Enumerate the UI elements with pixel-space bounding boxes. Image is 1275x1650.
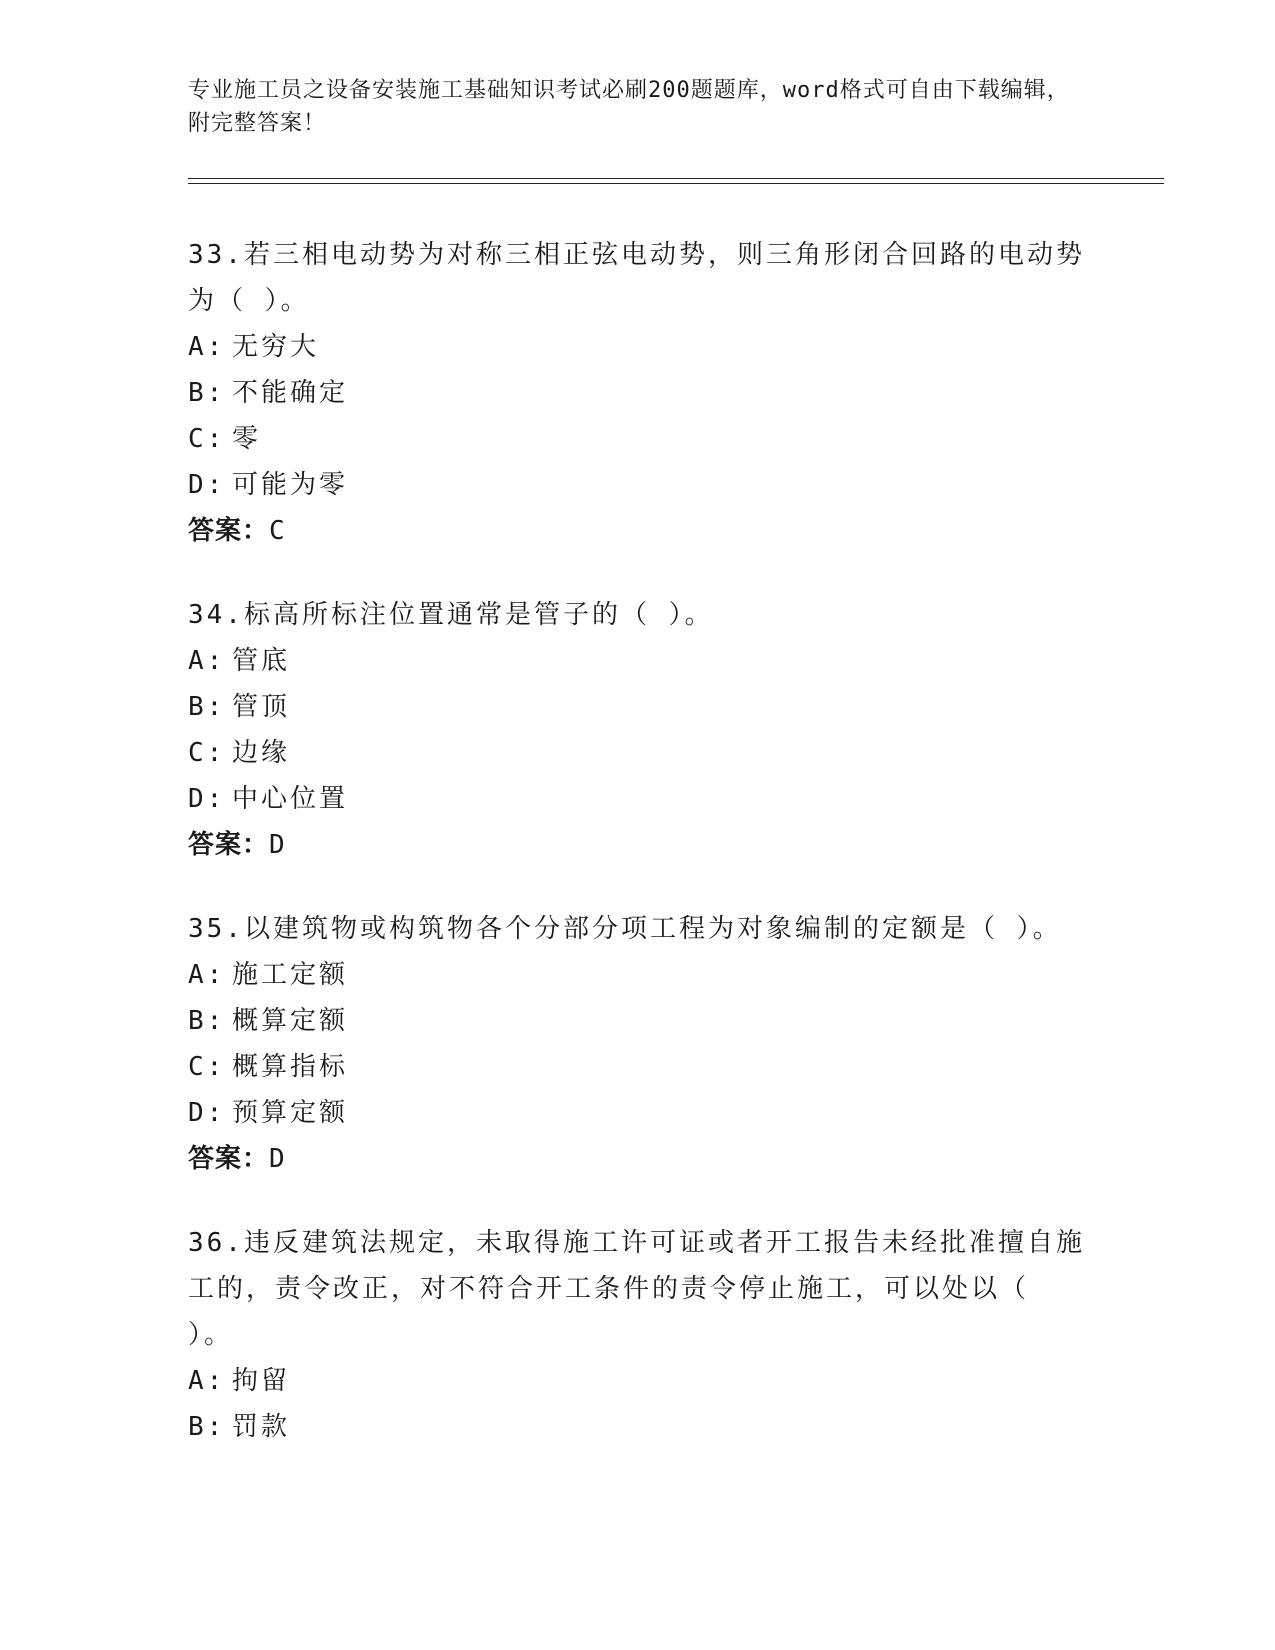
option-text: 概算定额	[232, 1006, 349, 1036]
option-letter: C:	[188, 1052, 226, 1082]
option-text: 无穷大	[232, 332, 320, 362]
option-text: 拘留	[232, 1366, 291, 1396]
option-b	[188, 998, 1088, 1044]
option-d	[188, 462, 1088, 508]
question-list	[188, 232, 1088, 1488]
option-text: 中心位置	[232, 784, 349, 814]
question-33	[188, 232, 1088, 554]
answer-line	[188, 822, 1088, 868]
option-text: 可能为零	[232, 470, 349, 500]
option-d	[188, 776, 1088, 822]
header-rule-top	[188, 178, 1164, 179]
option-b	[188, 684, 1088, 730]
option-letter: B:	[188, 692, 226, 722]
option-text: 管底	[232, 646, 291, 676]
option-c	[188, 416, 1088, 462]
option-text: 施工定额	[232, 960, 349, 990]
option-c	[188, 730, 1088, 776]
question-35	[188, 906, 1088, 1182]
question-36	[188, 1220, 1088, 1450]
question-stem: 33.若三相电动势为对称三相正弦电动势，则三角形闭合回路的电动势为（ ）。	[188, 240, 1085, 316]
answer-label: 答案：	[188, 830, 270, 860]
option-b	[188, 1404, 1088, 1450]
question-34	[188, 592, 1088, 868]
option-text: 概算指标	[232, 1052, 349, 1082]
answer-label: 答案：	[188, 516, 270, 546]
answer-line	[188, 1136, 1088, 1182]
option-text: 零	[232, 424, 262, 454]
option-letter: A:	[188, 646, 226, 676]
option-letter: B:	[188, 378, 226, 408]
option-c	[188, 1044, 1088, 1090]
answer-label: 答案：	[188, 1144, 270, 1174]
question-stem: 36.违反建筑法规定，未取得施工许可证或者开工报告未经批准擅自施工的，责令改正，对不符合开工条件的责令停止施工，可以处以（ ）。	[188, 1228, 1085, 1350]
option-text: 不能确定	[232, 378, 349, 408]
option-d	[188, 1090, 1088, 1136]
option-letter: D:	[188, 784, 226, 814]
option-a	[188, 1358, 1088, 1404]
option-letter: B:	[188, 1412, 226, 1442]
option-text: 预算定额	[232, 1098, 349, 1128]
option-text: 罚款	[232, 1412, 291, 1442]
option-letter: D:	[188, 470, 226, 500]
header-rule-bottom	[188, 183, 1164, 184]
option-letter: A:	[188, 960, 226, 990]
option-a	[188, 324, 1088, 370]
option-letter: D:	[188, 1098, 226, 1128]
question-stem: 34.标高所标注位置通常是管子的（ ）。	[188, 600, 714, 630]
option-letter: A:	[188, 332, 226, 362]
option-a	[188, 638, 1088, 684]
option-a	[188, 952, 1088, 998]
option-text: 管顶	[232, 692, 291, 722]
option-letter: A:	[188, 1366, 226, 1396]
answer-value: D	[269, 1144, 286, 1174]
option-letter: C:	[188, 738, 226, 768]
option-b	[188, 370, 1088, 416]
option-text: 边缘	[232, 738, 291, 768]
answer-value: C	[269, 516, 286, 546]
document-header: 专业施工员之设备安装施工基础知识考试必刷200题题库，word格式可自由下载编辑，附完整答案！	[188, 78, 1070, 136]
answer-line	[188, 508, 1088, 554]
option-letter: C:	[188, 424, 226, 454]
answer-value: D	[269, 830, 286, 860]
question-stem: 35.以建筑物或构筑物各个分部分项工程为对象编制的定额是（ ）。	[188, 914, 1062, 944]
option-letter: B:	[188, 1006, 226, 1036]
